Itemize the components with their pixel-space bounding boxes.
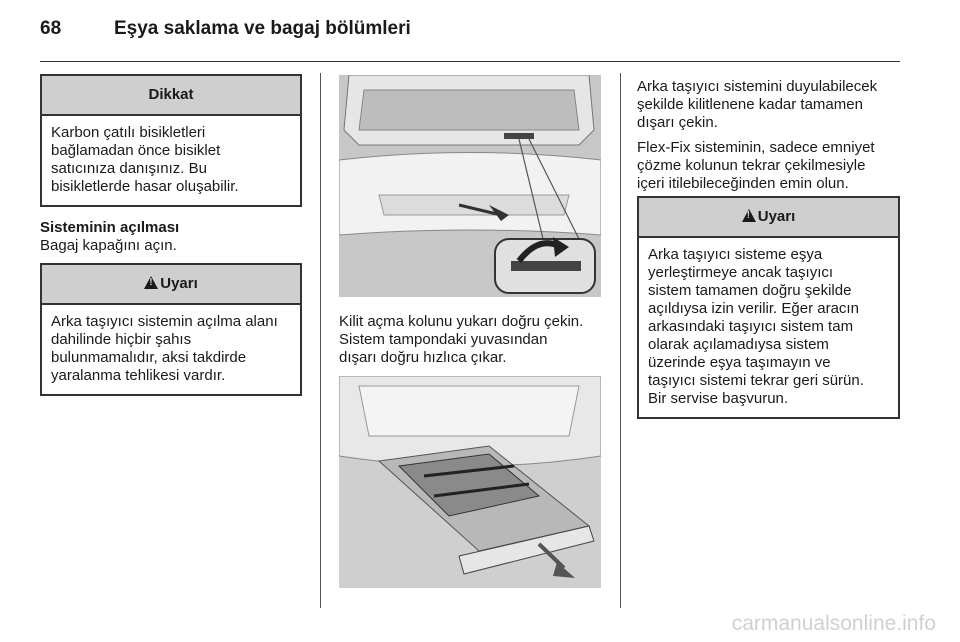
caption-text: Kilit açma kolunu yukarı doğru çekin. Sistem tampondaki yuvasından dışarı doğru hızlıca çıkar.: [339, 313, 584, 366]
column-divider-1: [320, 73, 321, 608]
page-number: 68: [40, 18, 62, 39]
section-heading: Sisteminin açılması: [40, 219, 180, 236]
header-rule: [40, 61, 900, 62]
dikkat-title: Dikkat: [42, 76, 300, 116]
warning-triangle-icon: [742, 209, 756, 222]
warning-header-1: [42, 265, 300, 305]
column-3-warning: [637, 196, 900, 419]
carrier-pullout-illustration: [339, 376, 601, 588]
warning-header-2: [639, 198, 898, 238]
column-2-caption: [339, 313, 614, 367]
section-opening: [40, 219, 302, 255]
warning-title-2: Uyarı: [757, 208, 796, 225]
watermark: carmanualsonline.info: [731, 612, 936, 635]
dikkat-text: Karbon çatılı bisikletleri bağlamadan önce bisiklet satıcınıza danışınız. Bu bisikletlerde hasar oluşabilir.: [51, 124, 239, 195]
page-title: Eşya saklama ve bagaj bölümleri: [114, 18, 411, 39]
column-1: [40, 74, 302, 396]
warning-text-1: Arka taşıyıcı sistemin açılma alanı dahilinde hiçbir şahıs bulunmamalıdır, aksi takdirde yaralanma tehlikesi vardır.: [51, 313, 278, 384]
column-3: [637, 78, 907, 193]
warning-title-1: Uyarı: [160, 275, 198, 292]
paragraph-2: Flex-Fix sisteminin, sadece emniyet çözme kolunun tekrar çekilmesiyle içeri itilebileceğinden emin olun.: [637, 139, 875, 192]
warning-text-2: Arka taşıyıcı sisteme eşya yerleştirmeye ancak taşıyıcı sistem tamamen doğru şekilde açıldıysa izin verilir. Eğer aracın arkasındaki taşıyıcı sistem tam olarak açılamadıysa sistem üzerinde eşya taşımayın ve taşıyıcı sistemi tekrar geri sürün. Bir servise başvurun.: [648, 246, 864, 407]
column-divider-2: [620, 73, 621, 608]
page-header: [40, 18, 411, 40]
warning-triangle-icon: [144, 276, 158, 289]
rear-bumper-illustration: [339, 75, 601, 297]
paragraph-1: Arka taşıyıcı sistemini duyulabilecek şekilde kilitlenene kadar tamamen dışarı çekin.: [637, 78, 878, 131]
warning-box-2: [637, 196, 900, 419]
section-text: Bagaj kapağını açın.: [40, 237, 177, 254]
dikkat-box: [40, 74, 302, 207]
warning-box-1: [40, 263, 302, 396]
